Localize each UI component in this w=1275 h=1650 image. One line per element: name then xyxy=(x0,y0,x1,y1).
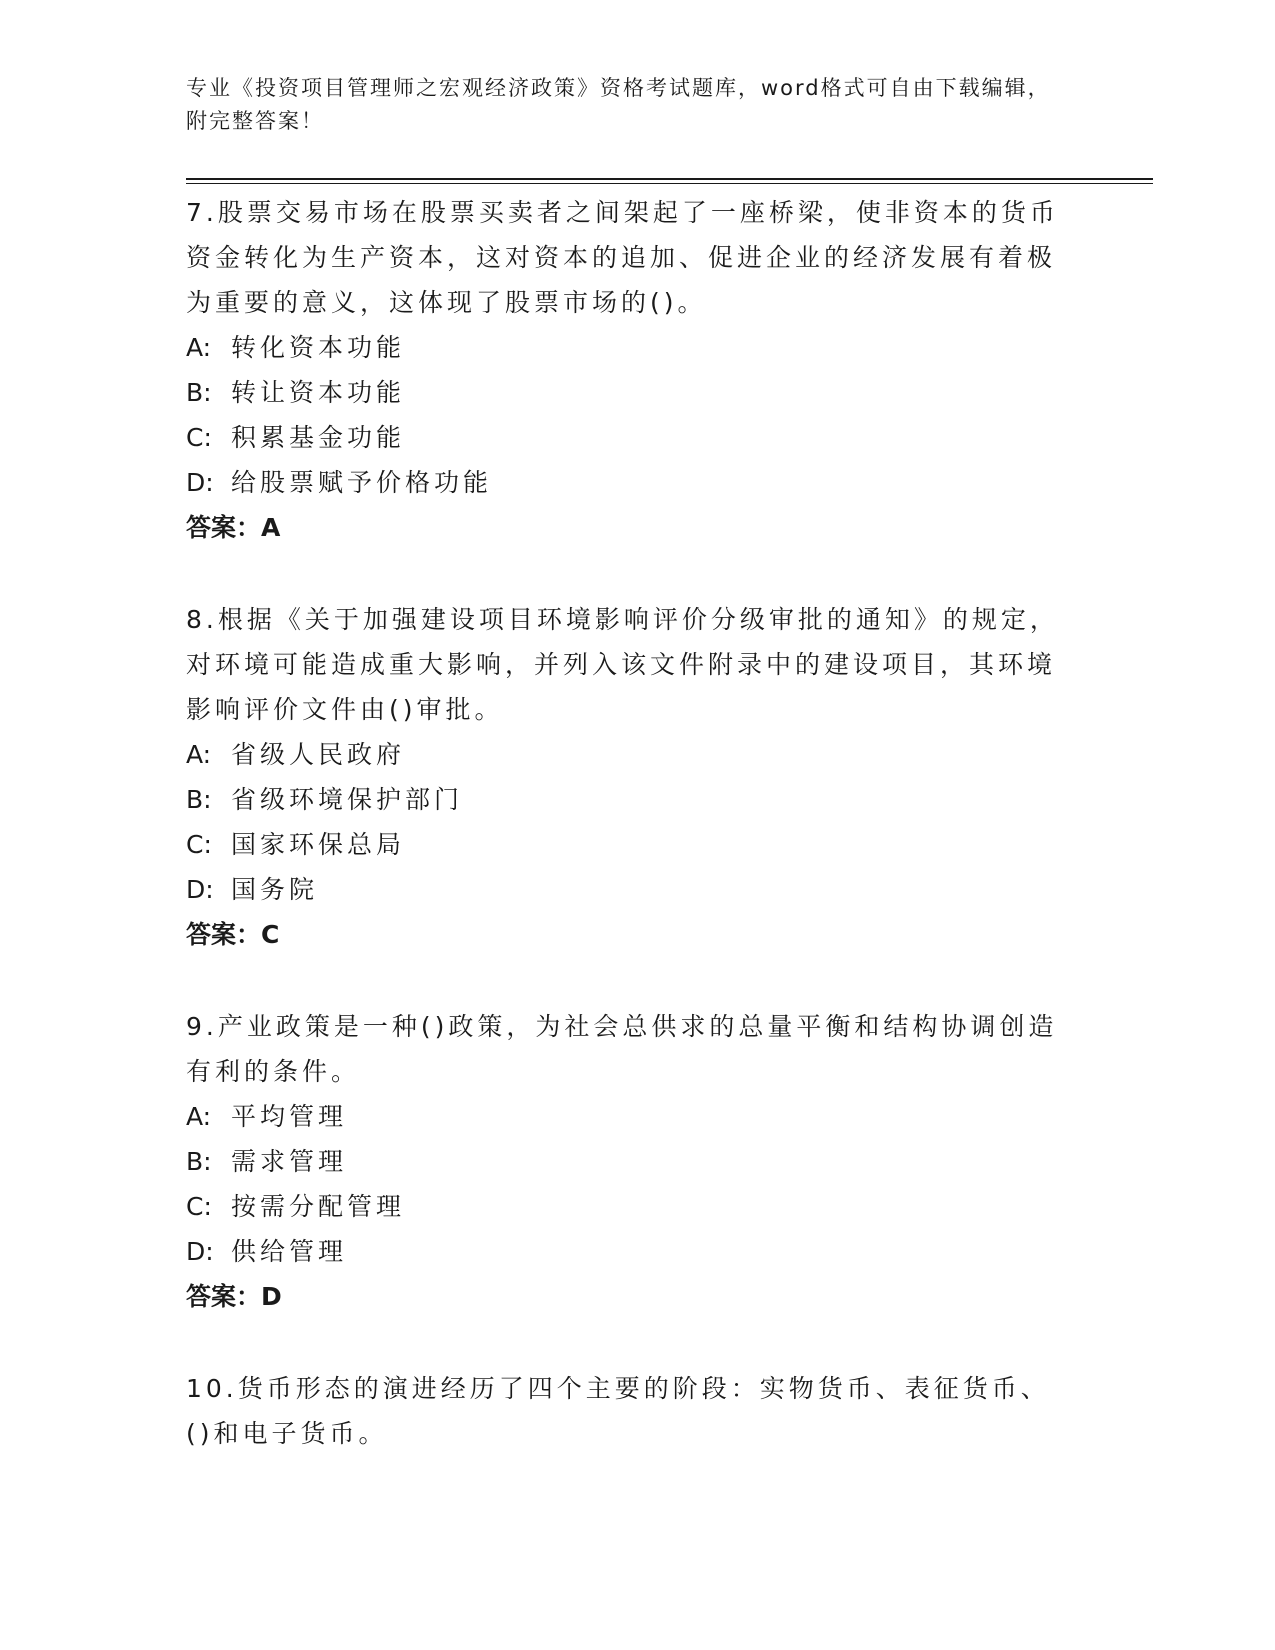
question-list xyxy=(186,190,1066,1503)
answer-label: 答案：D xyxy=(186,1282,282,1311)
option-text: 转让资本功能 xyxy=(231,378,406,407)
answer-label: 答案：A xyxy=(186,513,281,542)
option-letter: B: xyxy=(186,378,212,407)
option-b xyxy=(186,370,1066,415)
option-text: 按需分配管理 xyxy=(231,1192,406,1221)
option-b xyxy=(186,777,1066,822)
option-text: 给股票赋予价格功能 xyxy=(231,468,493,497)
option-text: 国务院 xyxy=(231,875,319,904)
option-c xyxy=(186,1184,1066,1229)
question-10 xyxy=(186,1366,1066,1456)
option-c xyxy=(186,822,1066,867)
option-letter: D: xyxy=(186,1237,214,1266)
option-b xyxy=(186,1139,1066,1184)
option-text: 供给管理 xyxy=(231,1237,348,1266)
option-letter: A: xyxy=(186,1102,212,1131)
option-letter: B: xyxy=(186,1147,212,1176)
option-a xyxy=(186,1094,1066,1139)
option-letter: C: xyxy=(186,830,212,859)
option-d xyxy=(186,460,1066,505)
option-letter: C: xyxy=(186,423,212,452)
option-a xyxy=(186,325,1066,370)
option-text: 国家环保总局 xyxy=(231,830,406,859)
question-8 xyxy=(186,597,1066,957)
header-divider-thick xyxy=(186,178,1153,180)
answer-label: 答案：C xyxy=(186,920,280,949)
question-9 xyxy=(186,1004,1066,1319)
option-letter: D: xyxy=(186,468,214,497)
question-text: 9.产业政策是一种()政策，为社会总供求的总量平衡和结构协调创造有利的条件。 xyxy=(186,1012,1058,1086)
question-7 xyxy=(186,190,1066,550)
option-c xyxy=(186,415,1066,460)
option-letter: C: xyxy=(186,1192,212,1221)
option-text: 省级人民政府 xyxy=(231,740,406,769)
option-d xyxy=(186,867,1066,912)
question-text: 10.货币形态的演进经历了四个主要的阶段：实物货币、表征货币、()和电子货币。 xyxy=(186,1374,1050,1448)
question-text: 8.根据《关于加强建设项目环境影响评价分级审批的通知》的规定，对环境可能造成重大影响，并列入该文件附录中的建设项目，其环境影响评价文件由()审批。 xyxy=(186,605,1059,724)
option-text: 需求管理 xyxy=(231,1147,348,1176)
option-letter: A: xyxy=(186,740,212,769)
option-letter: D: xyxy=(186,875,214,904)
option-text: 平均管理 xyxy=(231,1102,348,1131)
option-letter: A: xyxy=(186,333,212,362)
document-header: 专业《投资项目管理师之宏观经济政策》资格考试题库，word格式可自由下载编辑，附完整答案！ xyxy=(186,76,1051,133)
option-letter: B: xyxy=(186,785,212,814)
option-text: 转化资本功能 xyxy=(231,333,406,362)
option-a xyxy=(186,732,1066,777)
option-d xyxy=(186,1229,1066,1274)
question-text: 7.股票交易市场在股票买卖者之间架起了一座桥梁，使非资本的货币资金转化为生产资本，这对资本的追加、促进企业的经济发展有着极为重要的意义，这体现了股票市场的()。 xyxy=(186,198,1059,317)
header-divider-thin xyxy=(186,183,1153,184)
option-text: 积累基金功能 xyxy=(231,423,406,452)
option-text: 省级环境保护部门 xyxy=(231,785,464,814)
